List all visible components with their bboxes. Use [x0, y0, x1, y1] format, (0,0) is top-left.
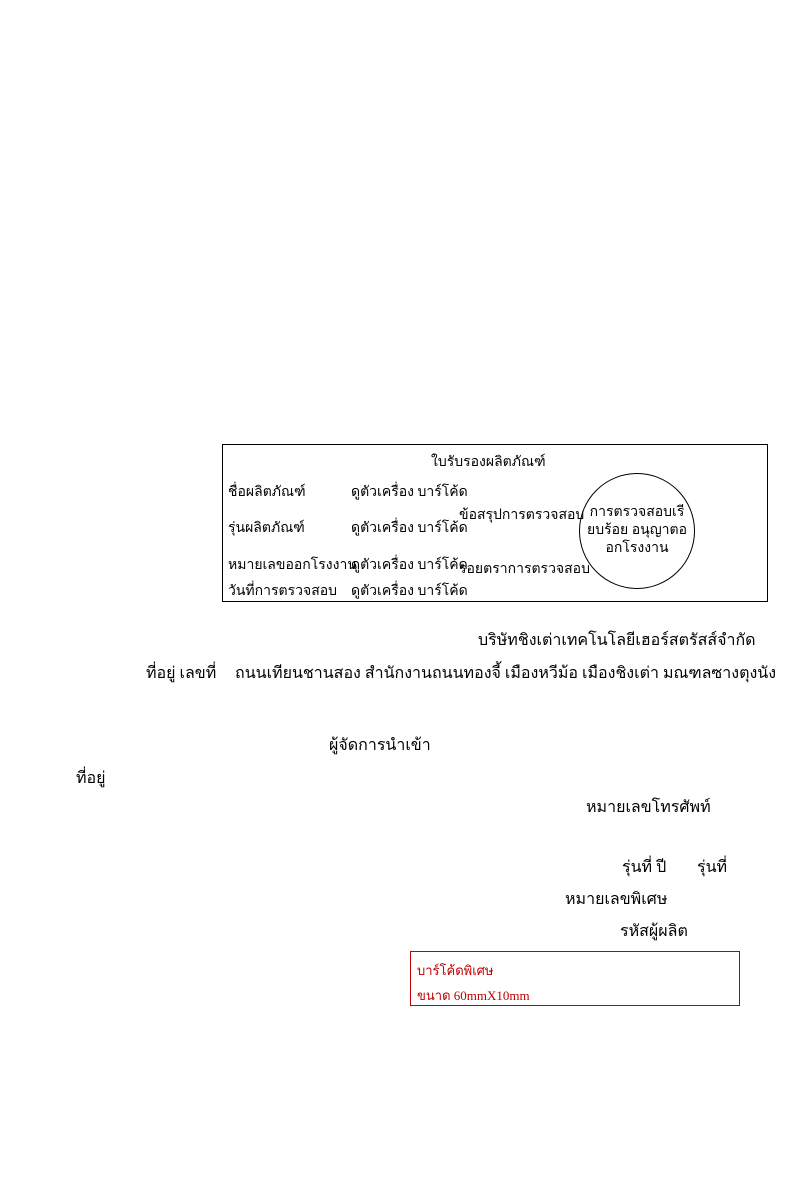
importer-address-label: ที่อยู่: [76, 770, 106, 787]
serial-number-label: หมายเลขพิเศษ: [565, 891, 668, 908]
certificate-title: ใบรับรองผลิตภัณฑ์: [431, 455, 546, 470]
barcode-size: ขนาด 60mmX10mm: [417, 988, 530, 1003]
inspection-stamp: [579, 473, 695, 589]
row-label-product-name: ชื่อผลิตภัณฑ์: [228, 485, 306, 500]
row-value-product-model: ดูตัวเครื่อง บาร์โค้ด: [351, 521, 468, 536]
model-label: รุ่นที่: [697, 859, 728, 876]
company-address-label: ที่อยู่ เลขที่: [146, 665, 217, 682]
row-label-inspection-date: วันที่การตรวจสอบ: [228, 584, 338, 599]
row-value-inspection-date: ดูตัวเครื่อง บาร์โค้ด: [351, 584, 468, 599]
inspection-summary-label: ข้อสรุปการตรวจสอบ: [459, 508, 585, 523]
special-barcode-box: [410, 951, 740, 1006]
company-name: บริษัทชิงเต่าเทคโนโลยีเฮอร์สตรัสส์จำกัด: [478, 632, 756, 649]
importer-title: ผู้จัดการนำเข้า: [329, 737, 431, 754]
barcode-label: บาร์โค้ดพิเศษ: [417, 963, 494, 978]
row-label-product-model: รุ่นผลิตภัณฑ์: [228, 521, 305, 536]
row-label-factory-number: หมายเลขออกโรงงาน: [228, 558, 357, 573]
stamp-text: การตรวจสอบเรียบร้อย อนุญาตออกโรงงาน: [587, 505, 687, 556]
row-value-factory-number: ดูตัวเครื่อง บาร์โค้ด: [351, 558, 468, 573]
phone-label: หมายเลขโทรศัพท์: [586, 799, 711, 816]
row-value-product-name: ดูตัวเครื่อง บาร์โค้ด: [351, 485, 468, 500]
inspection-stamp-label: รอยตราการตรวจสอบ: [459, 562, 590, 577]
manufacturer-code-label: รหัสผู้ผลิต: [620, 923, 688, 940]
company-address: ถนนเทียนชานสอง สำนักงานถนนทองจี้ เมืองหวีม้อ เมืองชิงเต่า มณฑลซางตุงนัง: [235, 665, 777, 682]
product-certificate: [222, 444, 768, 602]
model-year-label: รุ่นที่ ปี: [622, 859, 667, 876]
